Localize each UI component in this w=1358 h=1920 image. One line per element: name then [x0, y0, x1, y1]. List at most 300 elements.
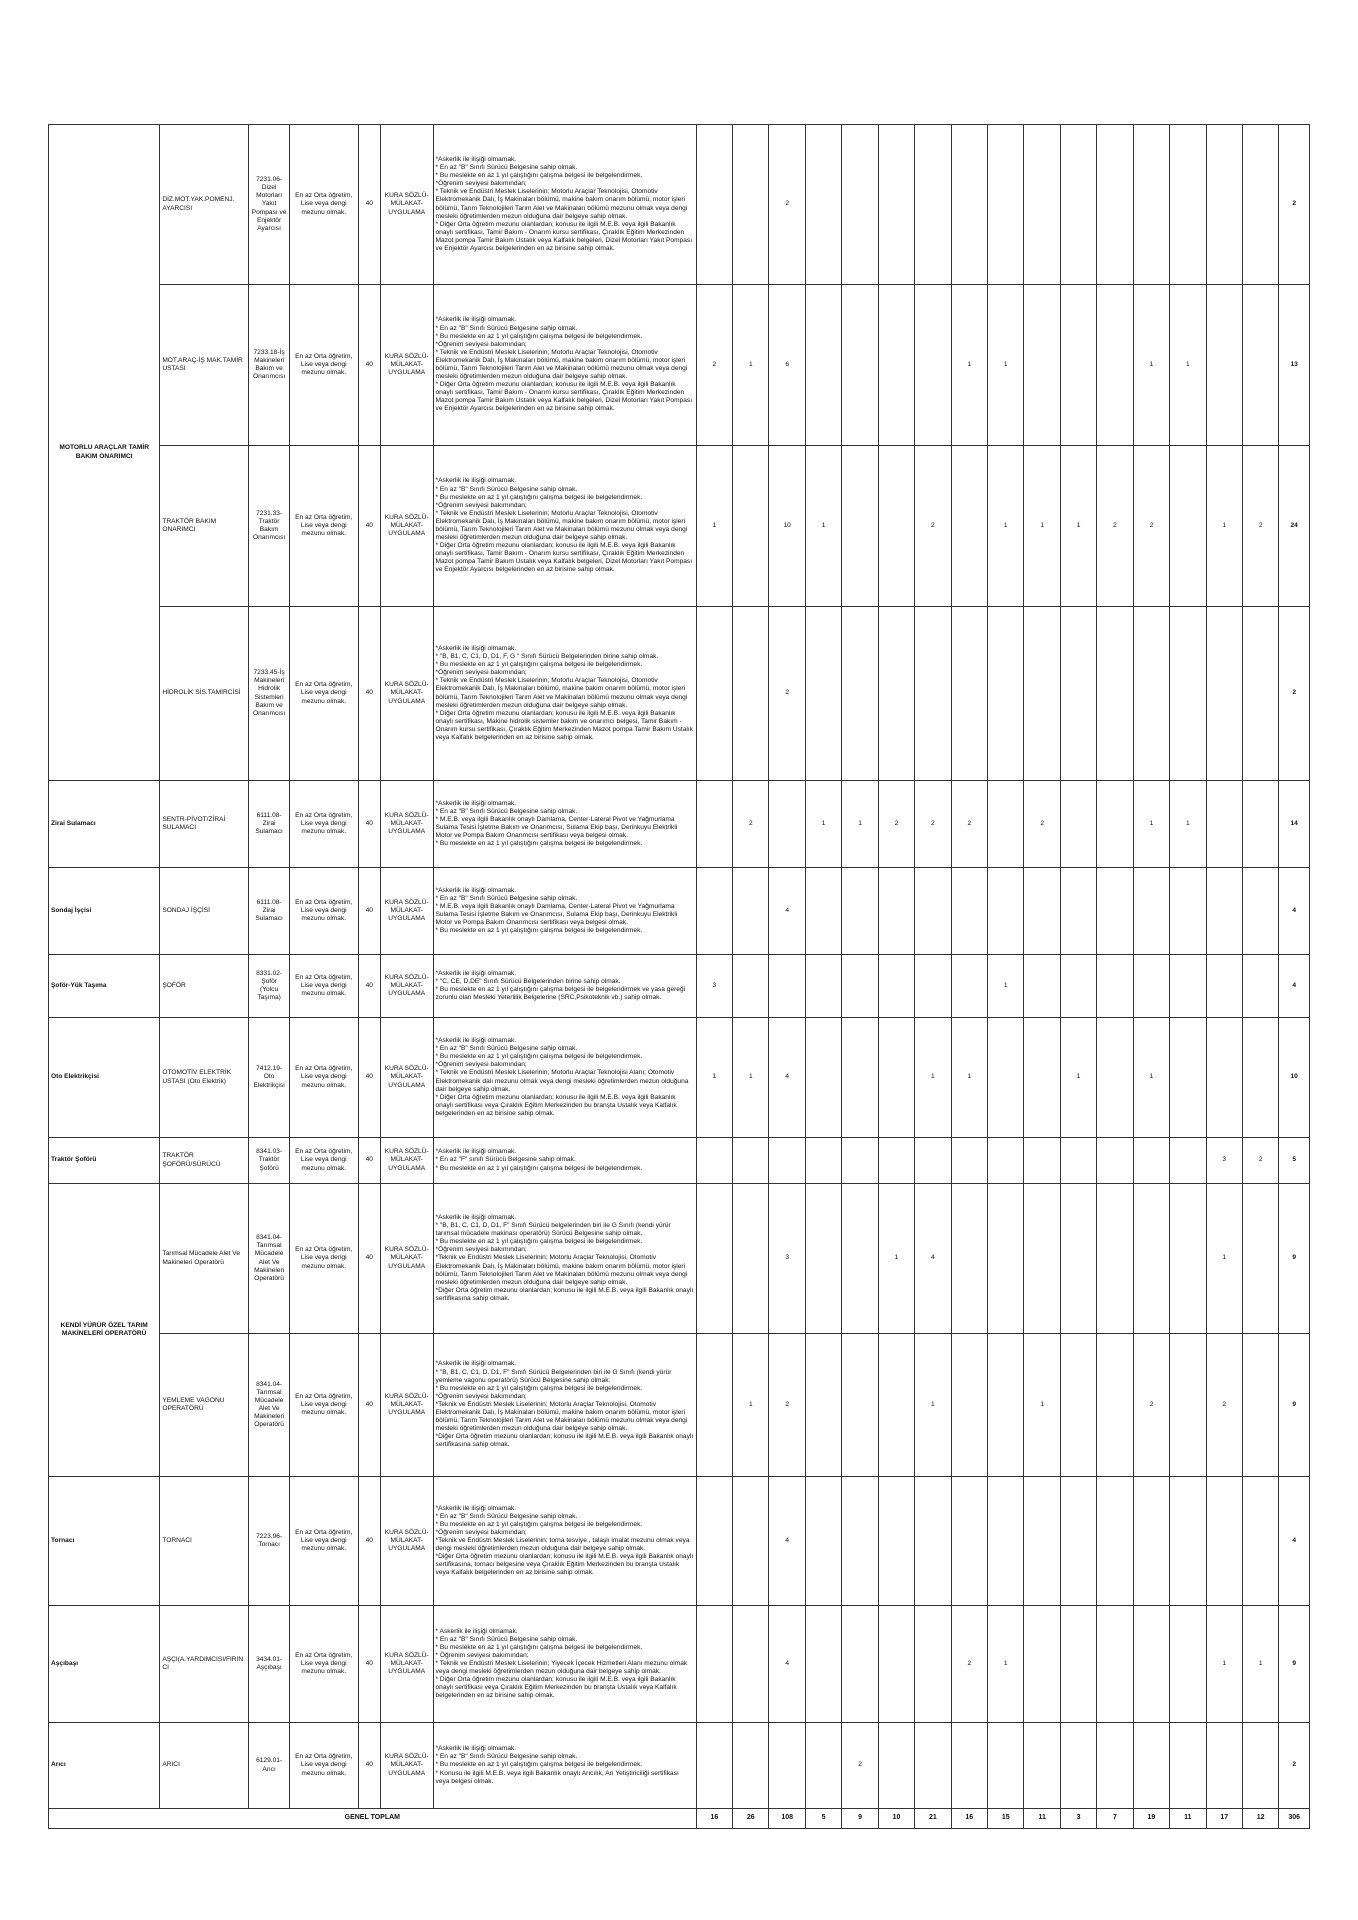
row-total: 5	[1279, 1138, 1310, 1184]
occupation-code: 7231.33-Traktör Bakım Onarımcısı	[249, 446, 289, 607]
grand-total-count: 5	[805, 1809, 841, 1829]
count-cell	[1133, 607, 1169, 781]
count-cell	[1133, 1138, 1169, 1184]
count-cell	[805, 125, 841, 285]
count-cell	[805, 1018, 841, 1138]
requirements-text: *Askerlik ile ilişiği olmamak. * En az "B" Sınıfı Sürücü Belgesine sahip olmak. * Bu meslekte en az 1 yıl çalıştığını çalışma belgesi ile belgelendirmek. *Öğrenim seviyesi bakımından; *Teknik ve Endüstri Meslek Liselerinin; torna tesviye , talaşlı imalat mezunu olmak veya dengi mesleki öğretimlerden mezun olduğuna dair belgeye sahip olmak. *Diğer Orta öğretim mezunu olanlardan; konusu ile ilgili M.E.B. veya ilgili Bakanlık onaylı sertifikasına, tornacı belgesine veya Çıraklık Eğitim Merkezinden bu branşta Ustalık veya Kalfalık belgelerinden en az birisine sahip olmak.	[433, 1477, 696, 1606]
count-cell: 1	[951, 285, 987, 446]
count-cell	[1170, 1723, 1206, 1809]
exam-method: KURA SÖZLÜ-MÜLAKAT-UYGULAMA	[380, 1018, 433, 1138]
count-cell	[733, 1606, 769, 1723]
count-cell	[1024, 1018, 1060, 1138]
exam-method: KURA SÖZLÜ-MÜLAKAT-UYGULAMA	[380, 955, 433, 1018]
table-row	[49, 285, 1310, 446]
count-cell	[1060, 607, 1096, 781]
education-requirement: En az Orta öğretim, Lise veya dengi mezunu olmak.	[289, 1138, 358, 1184]
requirements-text: *Askerlik ile ilişiği olmamak. * "C, CE, D,DE" Sınıfı Sürücü Belgelerinden birine sahip olmak. * Bu meslekte en az 1 yıl çalıştığını çalışma belgesi ile belgelendirmek ve yasa gereği zorunlu olan Mesleki Yeterlilik Belgelerine (SRC,Psikoteknik vb.) sahip olmak.	[433, 955, 696, 1018]
count-cell	[1206, 1723, 1242, 1809]
education-requirement: En az Orta öğretim, Lise veya dengi mezunu olmak.	[289, 285, 358, 446]
count-cell	[988, 868, 1024, 955]
count-cell	[1242, 955, 1278, 1018]
count-cell: 1	[1206, 1184, 1242, 1334]
count-cell: 1	[842, 781, 878, 868]
count-cell	[951, 1477, 987, 1606]
count-cell	[696, 1723, 732, 1809]
group-cell: Aşçıbaşı	[49, 1606, 160, 1723]
count-cell: 1	[733, 1018, 769, 1138]
count-cell: 2	[769, 125, 805, 285]
count-cell	[842, 955, 878, 1018]
position-name: TORNACI	[160, 1477, 249, 1606]
position-name: ARICI	[160, 1723, 249, 1809]
count-cell	[805, 868, 841, 955]
count-cell	[951, 1138, 987, 1184]
count-cell	[1133, 868, 1169, 955]
count-cell	[842, 607, 878, 781]
count-cell: 2	[769, 1334, 805, 1477]
count-cell	[1242, 1477, 1278, 1606]
table-row	[49, 125, 1310, 285]
row-total: 2	[1279, 125, 1310, 285]
count-cell: 1	[951, 1018, 987, 1138]
education-requirement: En az Orta öğretim, Lise veya dengi mezunu olmak.	[289, 955, 358, 1018]
count-cell	[878, 1477, 914, 1606]
requirements-text: *Askerlik ile ilişiği olmamak. * En az "B" Sınıfı Sürücü Belgesine sahip olmak. * M.E.B. veya ilgili Bakanlık onaylı Damlama, Center-Lateral Pivot ve Yağmurlama Sulama Tesisi İşletme Bakım ve Onarımcısı, Sulama Ekip başı, Derinkuyu Elektrikli Motor ve Pompa Bakım Onarımcısı sertifikası veya belgesi olmak. * Bu meslekte en az 1 yıl çalıştığını çalışma belgesi ile belgelendirmek.	[433, 868, 696, 955]
count-cell: 3	[696, 955, 732, 1018]
grand-total-count: 16	[696, 1809, 732, 1829]
count-cell: 1	[915, 1334, 951, 1477]
age-limit: 40	[358, 1018, 380, 1138]
count-cell	[1024, 1184, 1060, 1334]
count-cell: 2	[1242, 446, 1278, 607]
position-name: Tarımsal Mücadele Alet Ve Makineleri Operatörü	[160, 1184, 249, 1334]
count-cell	[842, 868, 878, 955]
count-cell	[878, 607, 914, 781]
count-cell	[1060, 1606, 1096, 1723]
count-cell	[988, 1018, 1024, 1138]
count-cell	[1024, 1723, 1060, 1809]
count-cell	[1097, 1723, 1133, 1809]
count-cell	[1170, 1606, 1206, 1723]
count-cell	[1097, 1184, 1133, 1334]
group-cell: MOTORLU ARAÇLAR TAMİR BAKIM ONARIMCI	[49, 125, 160, 781]
count-cell	[1242, 1334, 1278, 1477]
count-cell: 2	[1133, 1334, 1169, 1477]
age-limit: 40	[358, 1334, 380, 1477]
education-requirement: En az Orta öğretim, Lise veya dengi mezunu olmak.	[289, 1477, 358, 1606]
count-cell	[951, 607, 987, 781]
education-requirement: En az Orta öğretim, Lise veya dengi mezunu olmak.	[289, 781, 358, 868]
count-cell	[1206, 781, 1242, 868]
count-cell	[696, 868, 732, 955]
count-cell	[915, 955, 951, 1018]
count-cell: 1	[696, 1018, 732, 1138]
education-requirement: En az Orta öğretim, Lise veya dengi mezunu olmak.	[289, 446, 358, 607]
count-cell	[1060, 1477, 1096, 1606]
count-cell	[1170, 1184, 1206, 1334]
count-cell: 1	[1170, 781, 1206, 868]
count-cell: 4	[769, 1477, 805, 1606]
count-cell	[1170, 1018, 1206, 1138]
count-cell	[878, 1606, 914, 1723]
count-cell	[951, 1184, 987, 1334]
exam-method: KURA SÖZLÜ-MÜLAKAT-UYGULAMA	[380, 781, 433, 868]
grand-total-count: 11	[1024, 1809, 1060, 1829]
grand-total-count: 3	[1060, 1809, 1096, 1829]
count-cell: 2	[1024, 781, 1060, 868]
age-limit: 40	[358, 1184, 380, 1334]
age-limit: 40	[358, 285, 380, 446]
count-cell	[1024, 868, 1060, 955]
count-cell: 1	[805, 781, 841, 868]
count-cell	[805, 1723, 841, 1809]
count-cell	[1060, 781, 1096, 868]
count-cell	[805, 285, 841, 446]
count-cell	[842, 446, 878, 607]
count-cell: 2	[878, 781, 914, 868]
education-requirement: En az Orta öğretim, Lise veya dengi mezunu olmak.	[289, 1184, 358, 1334]
count-cell: 1	[988, 285, 1024, 446]
position-name: ŞOFÖR	[160, 955, 249, 1018]
count-cell	[805, 955, 841, 1018]
grand-total-count: 16	[951, 1809, 987, 1829]
count-cell	[1206, 868, 1242, 955]
document-page	[48, 124, 1310, 1829]
count-cell	[1024, 1477, 1060, 1606]
education-requirement: En az Orta öğretim, Lise veya dengi mezunu olmak.	[289, 1334, 358, 1477]
exam-method: KURA SÖZLÜ-MÜLAKAT-UYGULAMA	[380, 607, 433, 781]
count-cell	[878, 955, 914, 1018]
count-cell	[1097, 1606, 1133, 1723]
education-requirement: En az Orta öğretim, Lise veya dengi mezunu olmak.	[289, 1018, 358, 1138]
occupation-code: 6111.08-Zirai Sulamacı	[249, 868, 289, 955]
count-cell	[951, 1723, 987, 1809]
count-cell	[733, 868, 769, 955]
grand-total-value: 306	[1279, 1809, 1310, 1829]
position-name: AŞÇI(A.YARDIMCISI/FIRINCI	[160, 1606, 249, 1723]
count-cell	[1060, 955, 1096, 1018]
table-row	[49, 446, 1310, 607]
education-requirement: En az Orta öğretim, Lise veya dengi mezunu olmak.	[289, 607, 358, 781]
count-cell	[842, 285, 878, 446]
count-cell	[696, 781, 732, 868]
count-cell	[842, 1018, 878, 1138]
count-cell	[733, 1138, 769, 1184]
count-cell: 1	[1060, 1018, 1096, 1138]
grand-total-count: 19	[1133, 1809, 1169, 1829]
occupation-code: 8341.04-Tarımsal Mücadele Alet Ve Makineleri Operatörü	[249, 1334, 289, 1477]
grand-total-count: 11	[1170, 1809, 1206, 1829]
group-cell: KENDİ YÜRÜR ÖZEL TARIM MAKİNELERİ OPERATÖRÜ	[49, 1184, 160, 1477]
count-cell	[951, 1334, 987, 1477]
education-requirement: En az Orta öğretim, Lise veya dengi mezunu olmak.	[289, 1723, 358, 1809]
count-cell: 2	[1242, 1138, 1278, 1184]
count-cell	[842, 1477, 878, 1606]
count-cell	[733, 125, 769, 285]
exam-method: KURA SÖZLÜ-MÜLAKAT-UYGULAMA	[380, 1606, 433, 1723]
count-cell	[878, 1723, 914, 1809]
exam-method: KURA SÖZLÜ-MÜLAKAT-UYGULAMA	[380, 285, 433, 446]
personnel-table	[48, 124, 1310, 1829]
count-cell	[696, 1477, 732, 1606]
count-cell	[1170, 607, 1206, 781]
grand-total-count: 17	[1206, 1809, 1242, 1829]
count-cell	[1024, 607, 1060, 781]
count-cell	[878, 1334, 914, 1477]
count-cell: 3	[769, 1184, 805, 1334]
count-cell: 2	[1097, 446, 1133, 607]
count-cell	[988, 781, 1024, 868]
count-cell	[988, 1477, 1024, 1606]
count-cell	[1206, 607, 1242, 781]
count-cell	[733, 1184, 769, 1334]
count-cell	[733, 1723, 769, 1809]
grand-total-label: GENEL TOPLAM	[49, 1809, 697, 1829]
count-cell	[1133, 955, 1169, 1018]
count-cell	[1133, 1184, 1169, 1334]
count-cell: 2	[1133, 446, 1169, 607]
occupation-code: 8331.02-Şoför (Yolcu Taşıma)	[249, 955, 289, 1018]
count-cell	[805, 607, 841, 781]
count-cell	[733, 1477, 769, 1606]
education-requirement: En az Orta öğretim, Lise veya dengi mezunu olmak.	[289, 1606, 358, 1723]
count-cell: 1	[1242, 1606, 1278, 1723]
requirements-text: *Askerlik ile ilişiği olmamak. * En az "B" Sınıfı Sürücü Belgesine sahip olmak. * M.E.B. veya ilgili Bakanlık onaylı Damlama, Center-Lateral Pivot ve Yağmurlama Sulama Tesisi İşletme Bakım ve Onarımcısı, Sulama Ekip başı, Derinkuyu Elektrikli Motor ve Pompa Bakım Onarımcısı sertifikası veya belgesi olmak. * Bu meslekte en az 1 yıl çalıştığını çalışma belgesi ile belgelendirmek.	[433, 781, 696, 868]
requirements-text: *Askerlik ile ilişiği olmamak. * "B, B1, C, C1, D, D1, F, G " Sınıfı Sürücü Belgelerinden birine sahip olmak. * Bu meslekte en az 1 yıl çalıştığını çalışma belgesi ile belgelendirmek. *Öğrenim seviyesi bakımından; * Teknik ve Endüstri Meslek Liselerinin; Motorlu Araçlar Teknolojisi, Otomotiv Elektromekanik Dalı, İş Makinaları bölümü, makine bakım onarım bölümü, motor işleri bölümü, Tarım Teknolojileri Tarım Alet ve Makinaları bölümü mezunu olmak veya dengi mesleki öğretimlerden mezun olduğuna dair belgeye sahip olmak. * Diğer Orta öğretim mezunu olanlardan; konusu ile ilgili M.E.B. veya ilgili Bakanlık onaylı sertifikası, Makine hidrolik sistemler bakım ve onarımcı belgesi, Tamir Bakım - Onarım kursu sertifikası, Çıraklık Eğitim Merkezinden Mazot pompa Tamir Bakım Ustalık veya Kalfalık belgelerinden en az birisine sahip olmak.	[433, 607, 696, 781]
count-cell	[1170, 1138, 1206, 1184]
requirements-text: *Askerlik ile ilişiği olmamak. * En az "B" Sınıfı Sürücü Belgesine sahip olmak. * Bu meslekte en az 1 yıl çalıştığını çalışma belgesi ile belgelendirmek. * Konusu ile ilgili M.E.B. veya ilgili Bakanlık onaylı Arıcılık, Arı Yetiştiriciliği sertifikası veya belgesi olmak.	[433, 1723, 696, 1809]
table-row	[49, 607, 1310, 781]
count-cell	[1206, 955, 1242, 1018]
table-row	[49, 1334, 1310, 1477]
count-cell	[769, 955, 805, 1018]
count-cell	[951, 125, 987, 285]
count-cell	[696, 1138, 732, 1184]
exam-method: KURA SÖZLÜ-MÜLAKAT-UYGULAMA	[380, 1184, 433, 1334]
count-cell	[1097, 1477, 1133, 1606]
group-cell: Traktör Şoförü	[49, 1138, 160, 1184]
age-limit: 40	[358, 868, 380, 955]
occupation-code: 7223.96-Tornacı	[249, 1477, 289, 1606]
exam-method: KURA SÖZLÜ-MÜLAKAT-UYGULAMA	[380, 1723, 433, 1809]
table-row	[49, 1138, 1310, 1184]
exam-method: KURA SÖZLÜ-MÜLAKAT-UYGULAMA	[380, 446, 433, 607]
count-cell: 2	[915, 446, 951, 607]
position-name: SENTR-PİVOT/ZİRAİ SULAMACI	[160, 781, 249, 868]
count-cell	[805, 1606, 841, 1723]
requirements-text: *Askerlik ile ilişiği olmamak. * En az "B" Sınıfı Sürücü Belgesine sahip olmak. * Bu meslekte en az 1 yıl çalıştığını çalışma belgesi ile belgelendirmek. *Öğrenim seviyesi bakımından; * Teknik ve Endüstri Meslek Liselerinin; Motorlu Araçlar Teknolojisi Alanı; Otomotiv Elektromekanik dalı mezunu olmak veya dengi mesleki öğretimlerden mezun olduğuna dair belgeye sahip olmak. * Diğer Orta öğretim mezunu olanlardan; konusu ile ilgili M.E.B. veya ilgili Bakanlık onaylı sertifikası veya Çıraklık Eğitim Merkezinden bu branşta Ustalık veya Kalfalık belgelerinden en az birisine sahip olmak.	[433, 1018, 696, 1138]
count-cell	[842, 125, 878, 285]
count-cell: 1	[1206, 446, 1242, 607]
count-cell	[915, 125, 951, 285]
count-cell: 1	[1133, 285, 1169, 446]
requirements-text: *Askerlik ile ilişiği olmamak. * En az "B" Sınıfı Sürücü Belgesine sahip olmak. * Bu meslekte en az 1 yıl çalıştığını çalışma belgesi ile belgelendirmek. *Öğrenim seviyesi bakımından; * Teknik ve Endüstri Meslek Liselerinin; Motorlu Araçlar Teknolojisi, Otomotiv Elektromekanik Dalı, İş Makinaları bölümü, makine bakım onarım bölümü, motor işleri bölümü, Tarım Teknolojileri Tarım Alet ve Makinaları bölümü mezunu olmak veya dengi mesleki öğretimlerden mezun olduğuna dair belgeye sahip olmak. * Diğer Orta öğretim mezunu olanlardan; konusu ile ilgili M.E.B. veya ilgili Bakanlık onaylı sertifikası, Tamir Bakım - Onarım kursu sertifikası, Çıraklık Eğitim Merkezinden Mazot pompa Tamir Bakım Ustalık veya Kalfalık belgeleri, Dizel Motorları Yakıt Pompası ve Enjektör Ayarcısı belgelerinden en az birisine sahip olmak.	[433, 285, 696, 446]
count-cell: 1	[696, 446, 732, 607]
count-cell	[1170, 446, 1206, 607]
count-cell	[1097, 1334, 1133, 1477]
row-total: 4	[1279, 1477, 1310, 1606]
count-cell	[1060, 1138, 1096, 1184]
table-row	[49, 1184, 1310, 1334]
count-cell: 2	[733, 781, 769, 868]
education-requirement: En az Orta öğretim, Lise veya dengi mezunu olmak.	[289, 125, 358, 285]
count-cell	[1170, 1334, 1206, 1477]
count-cell	[915, 1477, 951, 1606]
count-cell	[988, 1723, 1024, 1809]
count-cell	[878, 1138, 914, 1184]
count-cell: 1	[733, 285, 769, 446]
occupation-code: 7412.19-Oto Elektrikçisi	[249, 1018, 289, 1138]
row-total: 9	[1279, 1334, 1310, 1477]
age-limit: 40	[358, 607, 380, 781]
count-cell	[1060, 125, 1096, 285]
count-cell	[1097, 607, 1133, 781]
count-cell: 2	[842, 1723, 878, 1809]
count-cell	[696, 1606, 732, 1723]
count-cell: 1	[1206, 1606, 1242, 1723]
requirements-text: *Askerlik ile ilişiği olmamak. * "B, B1, C, C1, D, D1, F" Sınıfı Sürücü Belgelerinden biri ile G Sınıfı (kendi yürür yemleme vagonu operatörü) Sürücü Belgesine sahip olmak. * Bu meslekte en az 1 yıl çalıştığını çalışma belgesi ile belgelendirmek. *Öğrenim seviyesi bakımından; *Teknik ve Endüstri Meslek Liselerinin; Motorlu Araçlar Teknolojisi, Otomotiv Elektromekanik Dalı, İş Makinaları bölümü, makine bakım onarım bölümü, motor işleri bölümü, Tarım Teknolojileri Tarım Alet ve Makinaları bölümü mezunu olmak veya dengi mesleki öğretimlerden mezun olduğuna dair belgeye sahip olmak. *Diğer Orta öğretim mezunu olanlardan; konusu ile ilgili M.E.B. veya ilgili Bakanlık onaylı sertifikasına sahip olmak.	[433, 1334, 696, 1477]
count-cell: 2	[696, 285, 732, 446]
row-total: 4	[1279, 868, 1310, 955]
count-cell: 1	[1024, 446, 1060, 607]
count-cell	[915, 285, 951, 446]
count-cell	[951, 446, 987, 607]
count-cell: 2	[951, 781, 987, 868]
count-cell	[1060, 285, 1096, 446]
count-cell	[1024, 285, 1060, 446]
count-cell	[878, 1018, 914, 1138]
count-cell: 2	[1206, 1334, 1242, 1477]
occupation-code: 7231.06-Dizel Motorları Yakıt Pompası ve Enjektör Ayarcısı	[249, 125, 289, 285]
count-cell	[915, 1138, 951, 1184]
count-cell	[805, 1477, 841, 1606]
count-cell	[842, 1138, 878, 1184]
row-total: 4	[1279, 955, 1310, 1018]
table-row	[49, 868, 1310, 955]
count-cell	[915, 607, 951, 781]
table-row	[49, 955, 1310, 1018]
count-cell	[1060, 1723, 1096, 1809]
grand-total-row	[49, 1809, 1310, 1829]
count-cell	[1024, 125, 1060, 285]
age-limit: 40	[358, 955, 380, 1018]
exam-method: KURA SÖZLÜ-MÜLAKAT-UYGULAMA	[380, 125, 433, 285]
count-cell	[1242, 285, 1278, 446]
occupation-code: 6111.08-Zirai Sulamacı	[249, 781, 289, 868]
count-cell	[805, 1334, 841, 1477]
count-cell	[988, 607, 1024, 781]
position-name: OTOMOTİV ELEKTRİK USTASI (Oto Elektrik)	[160, 1018, 249, 1138]
count-cell	[1060, 868, 1096, 955]
position-name: DİZ.MOT.YAK.POMENJ. AYARCISI	[160, 125, 249, 285]
count-cell: 1	[1024, 1334, 1060, 1477]
count-cell: 1	[1060, 446, 1096, 607]
count-cell	[696, 1334, 732, 1477]
count-cell: 4	[769, 1606, 805, 1723]
count-cell	[951, 868, 987, 955]
count-cell: 1	[1170, 285, 1206, 446]
age-limit: 40	[358, 1477, 380, 1606]
count-cell	[1133, 1606, 1169, 1723]
count-cell	[1242, 1184, 1278, 1334]
count-cell	[1170, 1477, 1206, 1606]
count-cell: 1	[915, 1018, 951, 1138]
count-cell	[878, 446, 914, 607]
occupation-code: 8341.04-Tarımsal Mücadele Alet Ve Makineleri Operatörü	[249, 1184, 289, 1334]
grand-total-count: 10	[878, 1809, 914, 1829]
occupation-code: 3434.01-Aşçıbaşı	[249, 1606, 289, 1723]
count-cell	[1206, 1477, 1242, 1606]
count-cell	[842, 1184, 878, 1334]
count-cell	[878, 285, 914, 446]
count-cell	[1170, 125, 1206, 285]
grand-total-count: 108	[769, 1809, 805, 1829]
grand-total-count: 21	[915, 1809, 951, 1829]
count-cell: 4	[915, 1184, 951, 1334]
count-cell: 1	[988, 955, 1024, 1018]
count-cell	[805, 1138, 841, 1184]
age-limit: 40	[358, 781, 380, 868]
count-cell	[1206, 1018, 1242, 1138]
row-total: 13	[1279, 285, 1310, 446]
count-cell: 3	[1206, 1138, 1242, 1184]
count-cell	[1024, 955, 1060, 1018]
position-name: MOT.ARAÇ-İŞ MAK.TAMİR USTASI	[160, 285, 249, 446]
count-cell	[915, 868, 951, 955]
count-cell: 1	[733, 1334, 769, 1477]
count-cell	[1133, 125, 1169, 285]
count-cell	[769, 1723, 805, 1809]
count-cell	[1242, 125, 1278, 285]
position-name: YEMLEME VAGONU OPERATÖRÜ	[160, 1334, 249, 1477]
count-cell	[696, 125, 732, 285]
requirements-text: * Askerlik ile ilişiği olmamak. * En az "B" Sınıfı Sürücü Belgesine sahip olmak. * Bu meslekte en az 1 yıl çalıştığını çalışma belgesi ile belgelendirmek. * Öğrenim seviyesi bakımından; * Teknik ve Endüstri Meslek Liselerinin; Yiyecek İçecek Hizmetleri Alanı mezunu olmak veya dengi mesleki öğretimlerden mezun olduğuna dair belgeye sahip olmak. * Diğer Orta öğretim mezunu olanlardan; konusu ile ilgili M.E.B. veya ilgili Bakanlık onaylı sertifikası veya Çıraklık Eğitim Merkezinden bu branşta Ustalık veya Kalfalık belgelerinden en az birisine sahip olmak.	[433, 1606, 696, 1723]
count-cell	[769, 1138, 805, 1184]
count-cell	[1170, 868, 1206, 955]
count-cell	[915, 1606, 951, 1723]
count-cell	[1097, 1138, 1133, 1184]
count-cell	[1097, 781, 1133, 868]
count-cell	[733, 955, 769, 1018]
exam-method: KURA SÖZLÜ-MÜLAKAT-UYGULAMA	[380, 868, 433, 955]
group-cell: Sondaj İşçisi	[49, 868, 160, 955]
occupation-code: 7233.18-İş Makineleri Bakım ve Onarımcısı	[249, 285, 289, 446]
count-cell	[733, 607, 769, 781]
position-name: SONDAJ İŞÇİSİ	[160, 868, 249, 955]
table-row	[49, 1723, 1310, 1809]
group-cell: Arıcı	[49, 1723, 160, 1809]
requirements-text: *Askerlik ile ilişiği olmamak. * "B, B1, C, C1, D, D1, F" Sınıfı Sürücü belgelerinden biri ile G Sınıfı (kendi yürür tarımsal mücadele makinası operatörü) Sürücü Belgesine sahip olmak. * Bu meslekte en az 1 yıl çalıştığını çalışma belgesi ile belgelendirmek. *Öğrenim seviyesi bakımından; *Teknik ve Endüstri Meslek Liselerinin; Motorlu Araçlar Teknolojisi, Otomotiv Elektromekanik Dalı, İş Makinaları bölümü, makine bakım onarım bölümü, motor işleri bölümü, Tarım Teknolojileri Tarım Alet ve Makinaları bölümü mezunu olmak veya dengi mesleki öğretimlerden mezun olduğuna dair belgeye sahip olmak. *Diğer Orta öğretim mezunu olanlardan; konusu ile ilgili M.E.B. veya ilgili Bakanlık onaylı sertifikasına sahip olmak.	[433, 1184, 696, 1334]
count-cell: 1	[988, 446, 1024, 607]
count-cell	[1097, 125, 1133, 285]
row-total: 24	[1279, 446, 1310, 607]
count-cell	[988, 125, 1024, 285]
exam-method: KURA SÖZLÜ-MÜLAKAT-UYGULAMA	[380, 1138, 433, 1184]
requirements-text: *Askerlik ile ilişiği olmamak. * En az "B" Sınıfı Sürücü Belgesine sahip olmak. * Bu meslekte en az 1 yıl çalıştığını çalışma belgesi ile belgelendirmek. *Öğrenim seviyesi bakımından; * Teknik ve Endüstri Meslek Liselerinin; Motorlu Araçlar Teknolojisi, Otomotiv Elektromekanik Dalı, İş Makinaları bölümü, makine bakım onarım bölümü, motor işleri bölümü, Tarım Teknolojileri Tarım Alet ve Makinaları bölümü mezunu olmak veya dengi mesleki öğretimlerden mezun olduğuna dair belgeye sahip olmak. * Diğer Orta öğretim mezunu olanlardan; konusu ile ilgili M.E.B. veya ilgili Bakanlık onaylı sertifikası, Tamir Bakım - Onarım kursu sertifikası, Çıraklık Eğitim Merkezinden Mazot pompa Tamir Bakım Ustalık veya Kalfalık belgeleri, Dizel Motorları Yakıt Pompası ve Enjektör Ayarcısı belgelerinden en az birisine sahip olmak.	[433, 125, 696, 285]
count-cell	[988, 1184, 1024, 1334]
count-cell: 6	[769, 285, 805, 446]
count-cell: 10	[769, 446, 805, 607]
count-cell: 1	[805, 446, 841, 607]
count-cell	[1133, 1477, 1169, 1606]
grand-total-count: 26	[733, 1809, 769, 1829]
count-cell	[988, 1334, 1024, 1477]
row-total: 2	[1279, 1723, 1310, 1809]
count-cell	[878, 125, 914, 285]
count-cell	[1024, 1138, 1060, 1184]
count-cell	[1170, 955, 1206, 1018]
group-cell: Şoför-Yük Taşıma	[49, 955, 160, 1018]
